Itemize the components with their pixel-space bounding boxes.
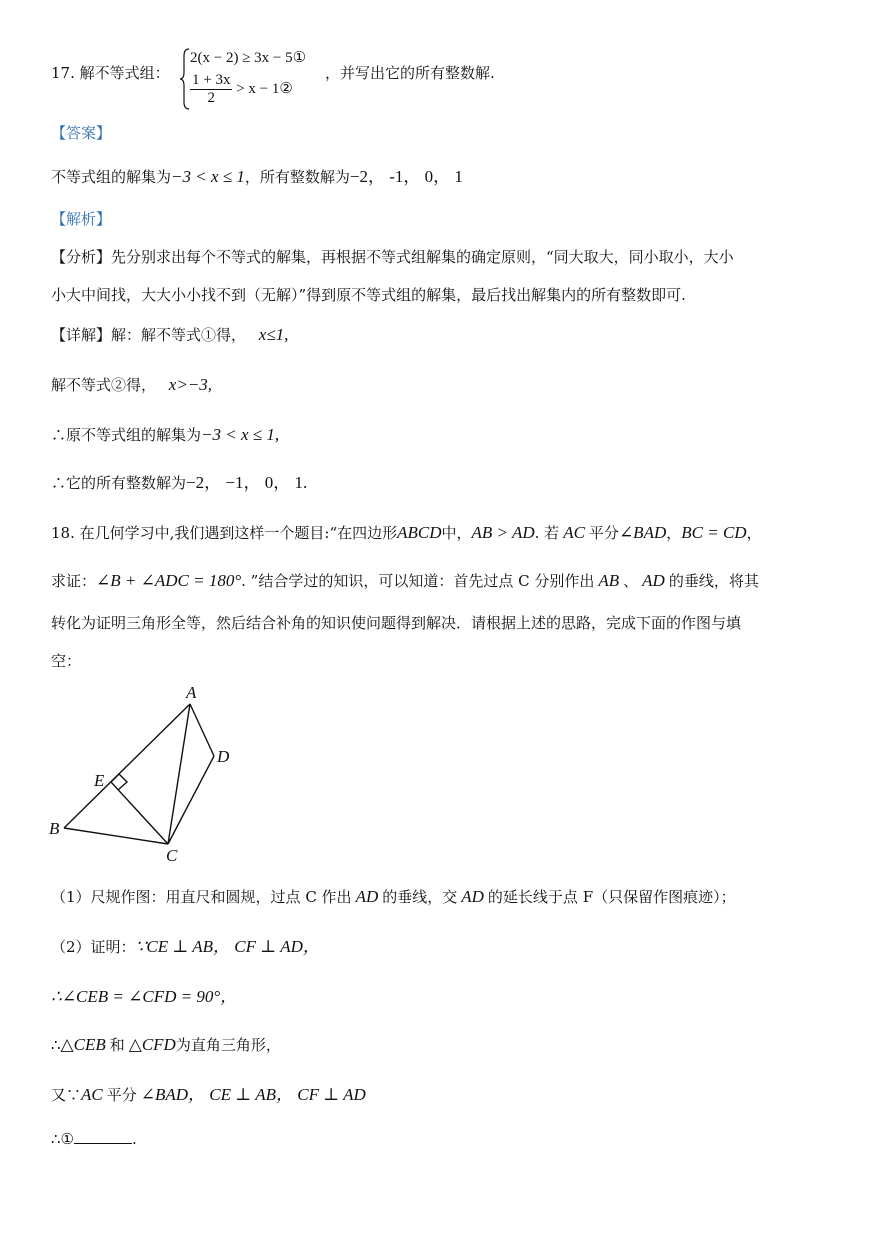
part2-line-3	[51, 1034, 281, 1056]
detail-line-3	[51, 424, 279, 446]
q18-line-2	[51, 570, 759, 592]
part2-math: ∵CE ⊥ AB， CF ⊥ AD，	[135, 937, 320, 956]
part2-math: AC	[81, 1085, 103, 1104]
part2-text: 平分	[106, 1086, 137, 1104]
q18-text: . 若	[534, 524, 560, 542]
right-angle-mark	[111, 774, 127, 790]
inequality-1: 2(x − 2) ≥ 3x − 5①	[190, 50, 307, 66]
q18-text: . ”结合学过的知识，可以知道：首先过点 C 分别作出	[241, 572, 595, 590]
q18-text: ，	[666, 524, 682, 542]
q17-line	[51, 62, 170, 84]
segment-ad	[190, 704, 214, 756]
analysis-tag: 【解析】	[51, 210, 112, 228]
inequality-2-fraction	[190, 72, 232, 107]
detail-text-3: ∴原不等式组的解集为	[51, 426, 202, 444]
fraction-numerator: 1 + 3x	[192, 72, 231, 88]
q18-math: ABCD	[397, 523, 442, 542]
geometry-figure	[40, 678, 260, 868]
answer-tag: 【答案】	[51, 124, 112, 142]
answer-integers: −2， -1， 0， 1	[349, 167, 463, 186]
q18-text: 平分	[588, 524, 619, 542]
answer-text-b: ，所有整数解为	[244, 168, 350, 186]
part2-math: △CEB	[60, 1035, 106, 1054]
q18-text: 、	[623, 572, 639, 590]
part1-text: 的延长线于点 F（只保留作图痕迹）；	[487, 888, 736, 906]
part2-text: 和	[109, 1036, 125, 1054]
detail-text-2: 解不等式②得，	[51, 376, 157, 394]
q18-text: 求证：	[51, 572, 97, 590]
part2-line-2: ∴∠CEB = ∠CFD = 90°，	[51, 987, 238, 1006]
q17-number: 17.	[51, 64, 75, 82]
answer-math: −3 < x ≤ 1	[171, 167, 245, 186]
analysis-line-1: 【分析】先分别求出每个不等式的解集，再根据不等式组解集的确定原则，“同大取大，同小取小，大小	[51, 248, 734, 266]
q17-tail: ，并写出它的所有整数解.	[325, 64, 495, 82]
detail-math-4: −2， −1， 0， 1.	[186, 473, 308, 492]
label-b: B	[49, 819, 60, 838]
part2-text: ∴①	[51, 1130, 74, 1148]
part2-text: 又∵	[51, 1086, 82, 1104]
detail-line-4	[51, 472, 307, 494]
q17-prompt: 解不等式组：	[79, 64, 170, 82]
detail-text-1: 【详解】解：解不等式①得，	[51, 326, 247, 344]
part2-text: 为直角三角形，	[175, 1036, 281, 1054]
q18-math: AB	[598, 571, 620, 590]
part2-line-5	[51, 1128, 137, 1150]
q18-text: ，	[746, 524, 762, 542]
detail-line-1	[51, 324, 288, 346]
q18-text: 的垂线，将其	[668, 572, 759, 590]
answer-blank[interactable]	[74, 1129, 132, 1144]
part2-line-4	[51, 1084, 366, 1106]
q18-text: 18. 在几何学习中,我们遇到这样一个题目:“在四边形	[51, 524, 398, 542]
part2-text: ∴	[51, 1036, 61, 1054]
analysis-line-2: 小大中间找，大大小小找不到（无解）”得到原不等式组的解集，最后找出解集内的所有整数即可.	[51, 286, 686, 304]
q18-math: AB > AD	[471, 523, 535, 542]
part1-text: （1）尺规作图：用直尺和圆规，过点 C 作出	[51, 888, 352, 906]
q18-line-4: 空：	[51, 652, 82, 670]
answer-text-a: 不等式组的解集为	[51, 168, 172, 186]
q18-line-1	[51, 522, 762, 544]
label-e: E	[94, 771, 105, 790]
detail-math-2: x>−3,	[168, 375, 213, 394]
q18-math: ∠B + ∠ADC = 180°	[96, 571, 242, 590]
label-a: A	[186, 683, 197, 702]
part1-math: AD	[355, 887, 379, 906]
part1-line	[51, 886, 736, 908]
part2-text: .	[132, 1130, 137, 1148]
q18-math: BC = CD	[681, 523, 747, 542]
segment-ab	[64, 704, 190, 828]
q18-math: ∠BAD	[618, 523, 667, 542]
detail-line-2	[51, 374, 212, 396]
q18-text: 中，	[441, 524, 472, 542]
inequality-2	[190, 72, 293, 107]
label-d: D	[217, 747, 230, 766]
inequality-2-rest: > x − 1②	[236, 80, 293, 97]
segment-bc	[64, 828, 168, 844]
q18-math: AD	[642, 571, 665, 590]
part2-math: ∠BAD， CE ⊥ AB， CF ⊥ AD	[140, 1085, 366, 1104]
part2-text: （2）证明：	[51, 938, 136, 956]
system-brace	[180, 48, 190, 110]
label-c: C	[166, 846, 178, 865]
part1-math: AD	[461, 887, 484, 906]
fraction-denominator: 2	[207, 90, 215, 106]
detail-math-3: −3 < x ≤ 1,	[201, 425, 280, 444]
part2-line-1	[51, 936, 320, 958]
detail-text-4: ∴它的所有整数解为	[51, 474, 187, 492]
part2-math: △CFD	[128, 1035, 176, 1054]
part1-text: 的垂线，交	[382, 888, 458, 906]
answer-line	[51, 166, 463, 188]
q18-line-3: 转化为证明三角形全等，然后结合补角的知识使问题得到解决．请根据上述的思路，完成下面的作图与填	[51, 614, 742, 632]
detail-math-1: x≤1,	[258, 325, 289, 344]
q18-math: AC	[563, 523, 585, 542]
segment-ec	[111, 782, 168, 844]
